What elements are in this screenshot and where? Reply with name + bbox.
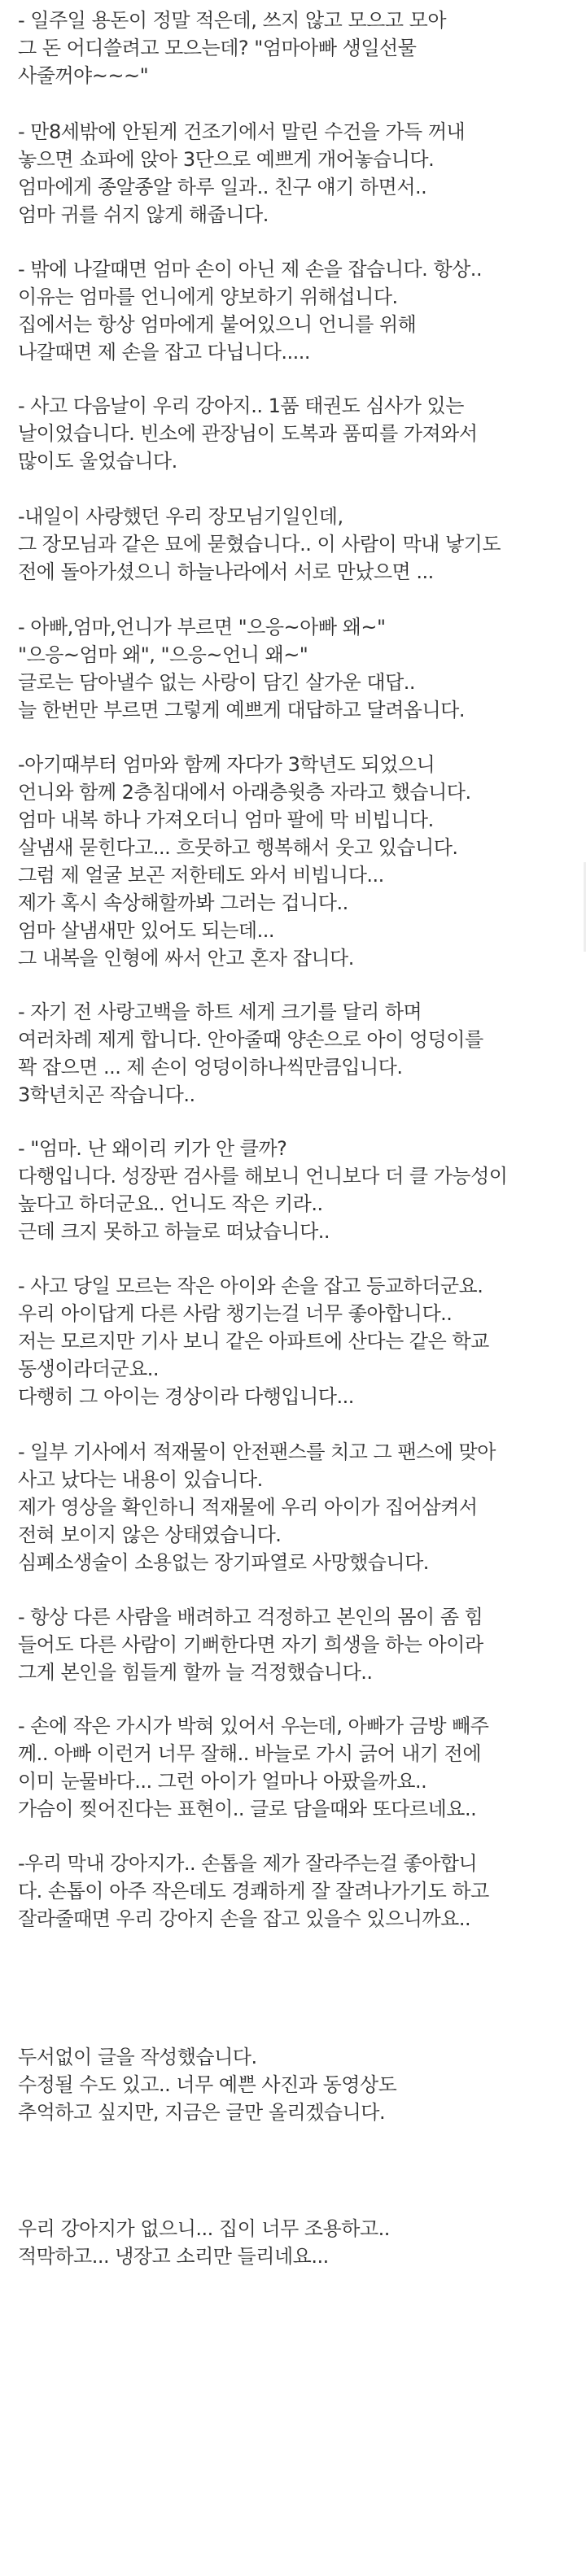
text-line: - 손에 작은 가시가 박혀 있어서 우는데, 아빠가 금방 빼주 xyxy=(18,1715,489,1737)
text-line: 다. 손톱이 아주 작은데도 경쾌하게 잘 잘려나가기도 하고 xyxy=(18,1880,489,1903)
text-line: 그 돈 어디쓸려고 모으는데? "엄마아빠 생일선물 xyxy=(18,37,417,59)
paragraph-love-confession xyxy=(18,998,579,1109)
text-line: 글로는 담아낼수 없는 사랑이 담긴 살가운 대답.. xyxy=(18,671,416,694)
text-line: 그럼 제 얼굴 보곤 저한테도 와서 비빕니다... xyxy=(18,864,384,887)
text-line: - 사고 다음날이 우리 강아지.. 1품 태권도 심사가 있는 xyxy=(18,394,464,417)
text-line: 우리 강아지가 없으니... 집이 너무 조용하고.. xyxy=(18,2217,390,2240)
paragraph-school-day xyxy=(18,1272,579,1410)
text-line: 집에서는 항상 엄마에게 붙어있으니 언니를 위해 xyxy=(18,313,417,336)
text-line: 들어도 다른 사람이 기뻐한다면 자기 희생을 하는 아이라 xyxy=(18,1633,483,1656)
text-line: 엄마 살냄새만 있어도 되는데... xyxy=(18,919,274,942)
text-line: - 사고 당일 모르는 작은 아이와 손을 잡고 등교하더군요. xyxy=(18,1275,483,1297)
paragraph-allowance xyxy=(18,7,579,89)
text-line: 사고 났다는 내용이 있습니다. xyxy=(18,1468,263,1491)
text-line: 잘라줄때면 우리 강아지 손을 잡고 있을수 있으니까요.. xyxy=(18,1907,471,1930)
text-line: 두서없이 글을 작성했습니다. xyxy=(18,2046,257,2068)
text-line: 놓으면 쇼파에 앉아 3단으로 예쁘게 개어놓습니다. xyxy=(18,148,435,171)
paragraph-towels xyxy=(18,118,579,229)
text-line: 다행입니다. 성장판 검사를 해보니 언니보다 더 클 가능성이 xyxy=(18,1165,508,1188)
text-line: 제가 영상을 확인하니 적재물에 우리 아이가 집어삼켜서 xyxy=(18,1496,478,1519)
paragraph-nails xyxy=(18,1850,579,1933)
paragraph-holding-hands xyxy=(18,255,579,366)
text-line: 다행히 그 아이는 경상이라 다행입니다... xyxy=(18,1385,354,1408)
text-line: 엄마 내복 하나 가져오더니 엄마 팔에 막 비빕니다. xyxy=(18,809,434,831)
text-line: - 밖에 나갈때면 엄마 손이 아닌 제 손을 잡습니다. 항상.. xyxy=(18,258,483,281)
text-line: 근데 크지 못하고 하늘로 떠났습니다.. xyxy=(18,1220,330,1243)
text-line: 살냄새 묻힌다고... 흐뭇하고 행복해서 웃고 있습니다. xyxy=(18,836,458,859)
text-line: 많이도 울었습니다. xyxy=(18,450,177,473)
text-line: - 항상 다른 사람을 배려하고 걱정하고 본인의 몸이 좀 힘 xyxy=(18,1606,483,1628)
text-line: - 만8세밖에 안된게 건조기에서 말린 수건을 가득 꺼내 xyxy=(18,120,466,143)
text-line: 전에 돌아가셨으니 하늘나라에서 서로 만났으면 ... xyxy=(18,560,434,583)
text-line: 꽉 잡으면 ... 제 손이 엉덩이하나씩만큼입니다. xyxy=(18,1056,403,1079)
text-line: 엄마에게 종알종알 하루 일과.. 친구 얘기 하면서.. xyxy=(18,176,427,198)
text-line: 추억하고 싶지만, 지금은 글만 올리겠습니다. xyxy=(18,2101,386,2124)
text-line: 엄마 귀를 쉬지 않게 해줍니다. xyxy=(18,203,269,226)
text-line: 심폐소생술이 소용없는 장기파열로 사망했습니다. xyxy=(18,1551,429,1574)
text-line: 제가 혹시 속상해할까봐 그러는 겁니다.. xyxy=(18,891,348,914)
text-line: 3학년치곤 작습니다.. xyxy=(18,1083,195,1106)
text-line: 높다고 하더군요.. 언니도 작은 키라.. xyxy=(18,1192,323,1215)
text-line: 저는 모르지만 기사 보니 같은 아파트에 산다는 같은 학교 xyxy=(18,1330,489,1353)
text-line: 이유는 엄마를 언니에게 양보하기 위해섭니다. xyxy=(18,285,398,308)
paragraph-answer xyxy=(18,613,579,724)
text-line: 언니와 함께 2층침대에서 아래층윗층 자라고 했습니다. xyxy=(18,781,471,804)
text-line: 그 내복을 인형에 싸서 안고 혼자 잡니다. xyxy=(18,947,354,970)
text-line: 나갈때면 제 손을 잡고 다닙니다..... xyxy=(18,341,311,364)
paragraph-pajamas xyxy=(18,751,579,972)
paragraph-accident xyxy=(18,1438,579,1576)
text-line: 그 장모님과 같은 묘에 묻혔습니다.. 이 사람이 막내 낳기도 xyxy=(18,533,501,556)
text-line: - 일주일 용돈이 정말 적은데, 쓰지 않고 모으고 모아 xyxy=(18,9,446,32)
paragraph-caring xyxy=(18,1603,579,1686)
text-line: 늘 한번만 부르면 그렇게 예쁘게 대답하고 달려옵니다. xyxy=(18,699,465,721)
text-line: 이미 눈물바다... 그런 아이가 얼마나 아팠을까요.. xyxy=(18,1770,427,1793)
text-line: 사줄꺼야~~~" xyxy=(18,64,149,87)
paragraph-splinter xyxy=(18,1712,579,1823)
text-line: -아기때부터 엄마와 함께 자다가 3학년도 되었으니 xyxy=(18,753,435,776)
text-line: - "엄마. 난 왜이리 키가 안 클까? xyxy=(18,1137,287,1160)
text-line: 께.. 아빠 이런거 너무 잘해.. 바늘로 가시 긁어 내기 전에 xyxy=(18,1742,482,1765)
text-line: 우리 아이답게 다른 사람 챙기는걸 너무 좋아합니다.. xyxy=(18,1302,453,1325)
paragraph-taekwondo xyxy=(18,392,579,475)
text-line: - 자기 전 사랑고백을 하트 세게 크기를 달리 하며 xyxy=(18,1000,422,1023)
text-line: 그게 본인을 힘들게 할까 늘 걱정했습니다.. xyxy=(18,1661,373,1684)
paragraph-closing-note xyxy=(18,2043,579,2126)
text-line: 수정될 수도 있고.. 너무 예쁜 사진과 동영상도 xyxy=(18,2073,397,2096)
text-line: 적막하고... 냉장고 소리만 들리네요... xyxy=(18,2245,329,2268)
text-line: 여러차례 제게 합니다. 안아줄때 양손으로 아이 엉덩이를 xyxy=(18,1028,483,1051)
text-line: 동생이라더군요.. xyxy=(18,1358,160,1380)
paragraph-grandmother xyxy=(18,503,579,586)
text-line: -우리 막내 강아지가.. 손톱을 제가 잘라주는걸 좋아합니 xyxy=(18,1852,478,1875)
text-line: 날이었습니다. 빈소에 관장님이 도복과 품띠를 가져와서 xyxy=(18,422,478,445)
text-line: - 아빠,엄마,언니가 부르면 "으응~아빠 왜~" xyxy=(18,616,386,639)
text-line: -내일이 사랑했던 우리 장모님기일인데, xyxy=(18,505,343,528)
paragraph-height xyxy=(18,1135,579,1245)
text-line: 전혀 보이지 않은 상태였습니다. xyxy=(18,1523,282,1546)
text-line: 가슴이 찢어진다는 표현이.. 글로 담을때와 또다르네요.. xyxy=(18,1798,477,1820)
text-line: "으응~엄마 왜", "으응~언니 왜~" xyxy=(18,643,308,666)
paragraph-silence xyxy=(18,2215,579,2270)
text-line: - 일부 기사에서 적재물이 안전팬스를 치고 그 팬스에 맞아 xyxy=(18,1441,496,1463)
